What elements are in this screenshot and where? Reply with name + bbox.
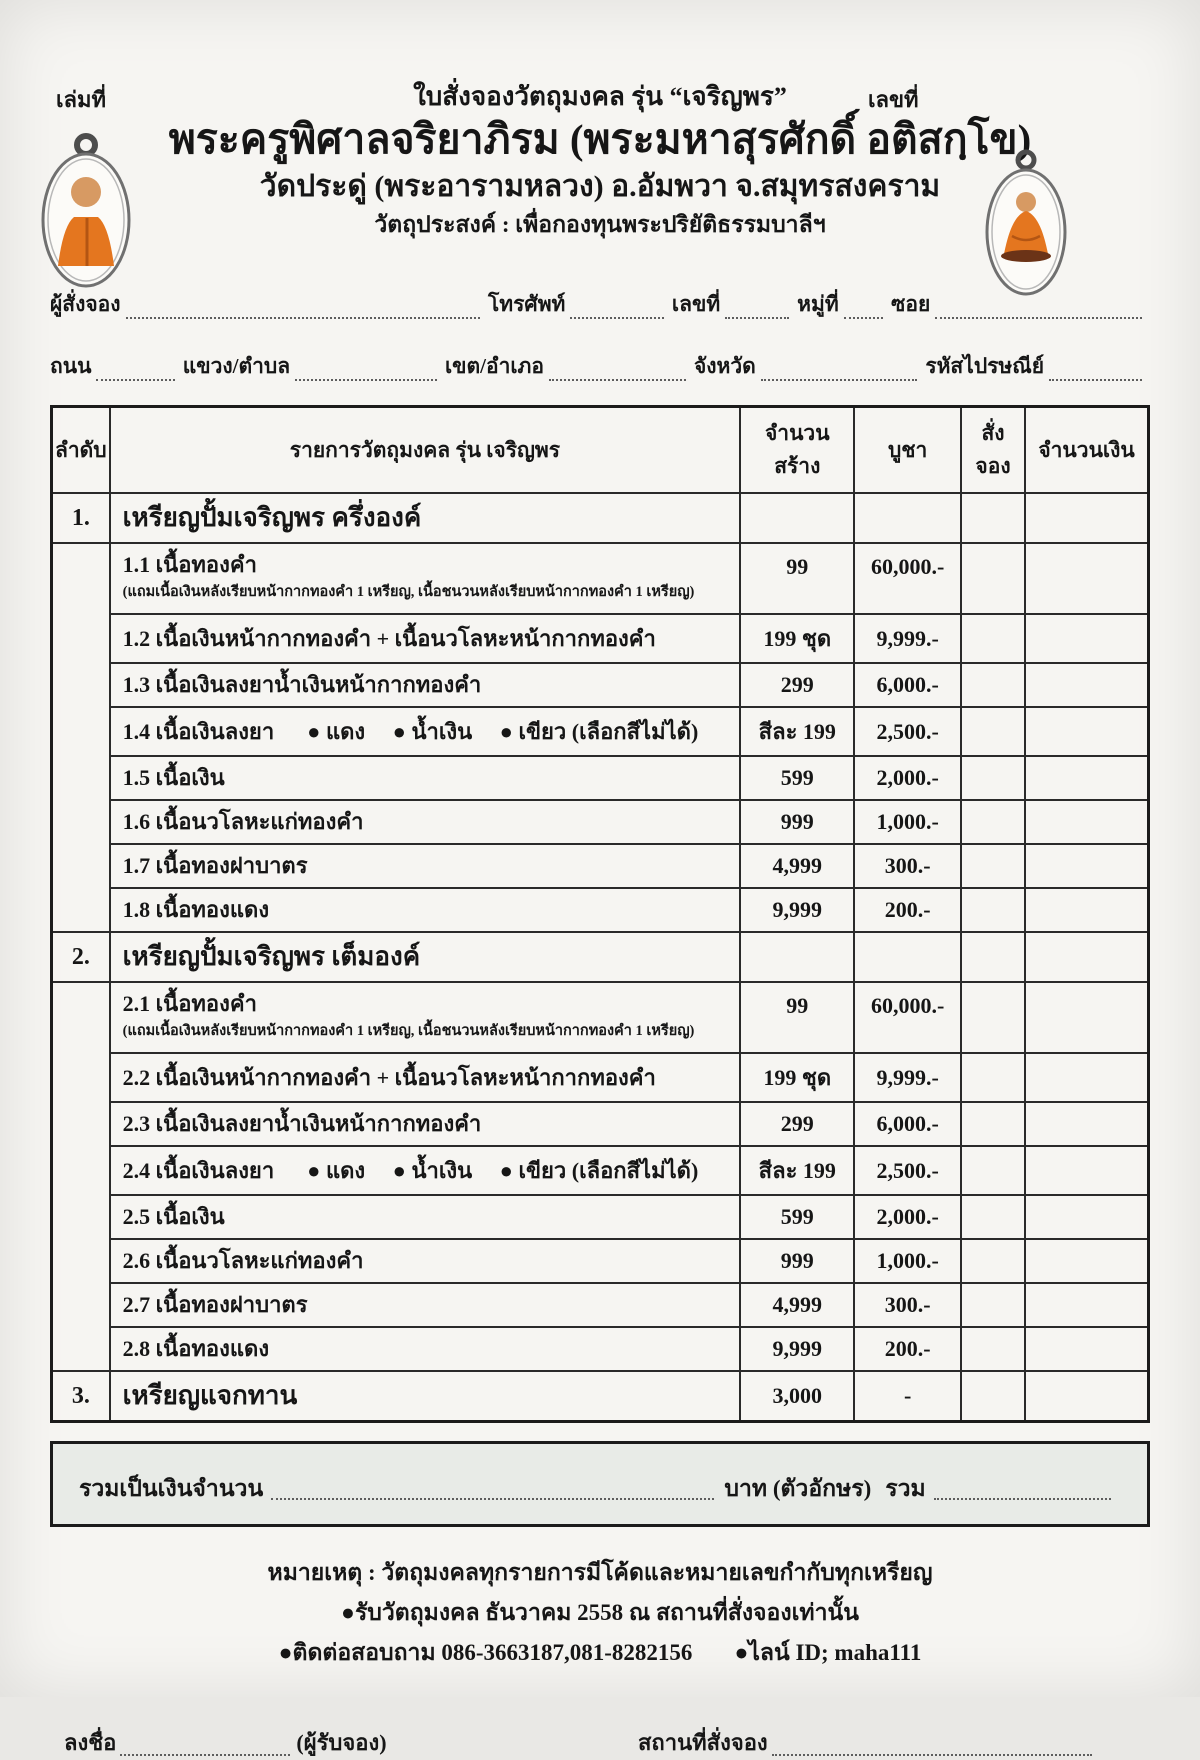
sign-label: ลงชื่อ <box>64 1730 117 1755</box>
monk-bust-icon <box>40 132 132 292</box>
table-item-row <box>52 614 1149 663</box>
total-label: รวมเป็นเงินจำนวน <box>79 1476 264 1501</box>
price-cell: 2,500.- <box>854 1146 961 1195</box>
item-name: 2.5 เนื้อเงิน <box>122 1204 225 1229</box>
qty-made-cell: 299 <box>740 663 854 707</box>
item-name: 2.4 เนื้อเงินลงยา ● แดง ● น้ำเงิน ● เขียว (เลือกสีไม่ได้) <box>122 1157 699 1183</box>
order-qty-cell[interactable] <box>961 1371 1025 1422</box>
price-cell: 6,000.- <box>854 1102 961 1146</box>
table-item-row <box>52 756 1149 800</box>
order-qty-cell[interactable] <box>961 982 1025 1053</box>
table-section-row <box>52 1371 1149 1422</box>
col-header-qty-made: จำนวนสร้าง <box>740 407 854 494</box>
amount-cell[interactable] <box>1025 888 1148 932</box>
qty-made-cell: 599 <box>740 1195 854 1239</box>
qty-made-cell: สีละ 199 <box>740 1146 854 1195</box>
order-qty-cell[interactable] <box>961 707 1025 756</box>
table-item-row <box>52 1195 1149 1239</box>
amount-cell[interactable] <box>1025 1327 1148 1371</box>
fill-in-line[interactable] <box>549 357 686 381</box>
price-cell <box>854 493 961 543</box>
item-bonus-note: (แถมเนื้อเงินหลังเรียบหน้ากากทองคำ 1 เหรียญ, เนื้อชนวนหลังเรียบหน้ากากทองคำ 1 เหรียญ) <box>122 1023 695 1039</box>
item-name-cell <box>110 1327 741 1371</box>
section-index-merged-cell <box>52 982 110 1371</box>
table-item-row <box>52 1146 1149 1195</box>
table-item-row <box>52 707 1149 756</box>
table-item-row <box>52 1053 1149 1102</box>
order-place-label: สถานที่สั่งจอง <box>638 1730 768 1755</box>
order-qty-cell[interactable] <box>961 1053 1025 1102</box>
item-name: 2.3 เนื้อเงินลงยาน้ำเงินหน้ากากทองคำ <box>122 1111 482 1136</box>
amount-cell[interactable] <box>1025 756 1148 800</box>
note-line <box>50 1633 1150 1673</box>
total-amount-text-line[interactable] <box>271 1474 714 1500</box>
price-cell: 9,999.- <box>854 614 961 663</box>
document-number-label: เลขที่ <box>868 87 919 112</box>
order-qty-cell[interactable] <box>961 663 1025 707</box>
fill-in-line[interactable] <box>844 295 883 319</box>
item-name-cell <box>110 1195 741 1239</box>
section-number-cell: 1. <box>52 493 110 543</box>
sum-label: รวม <box>885 1476 926 1501</box>
amount-cell[interactable] <box>1025 1283 1148 1327</box>
item-name: 2.7 เนื้อทองฝาบาตร <box>122 1292 308 1317</box>
item-name-cell <box>110 543 741 614</box>
col-header-index: ลำดับ <box>52 407 110 494</box>
qty-made-cell <box>740 932 854 982</box>
page-title: พระครูพิศาลจริยาภิรม (พระมหาสุรศักดิ์ อติสกฺโข) <box>168 116 1032 162</box>
price-cell: 60,000.- <box>854 543 961 614</box>
table-item-row <box>52 800 1149 844</box>
amulet-right <box>984 148 1068 305</box>
section-title-cell: เหรียญแจกทาน <box>110 1371 741 1422</box>
field-label: ซอย <box>891 292 931 316</box>
price-cell: 60,000.- <box>854 982 961 1053</box>
order-place-line[interactable] <box>772 1732 1092 1756</box>
qty-made-cell: 3,000 <box>740 1371 854 1422</box>
amount-cell[interactable] <box>1025 1195 1148 1239</box>
item-name-cell <box>110 888 741 932</box>
fill-in-line[interactable] <box>1049 357 1142 381</box>
table-item-row <box>52 543 1149 614</box>
amount-cell <box>1025 493 1148 543</box>
amulet-left <box>40 132 132 297</box>
section-title-cell: เหรียญปั้มเจริญพร ครึ่งองค์ <box>110 493 741 543</box>
qty-made-cell: 999 <box>740 800 854 844</box>
price-cell: - <box>854 1371 961 1422</box>
total-box <box>50 1441 1150 1527</box>
amount-cell[interactable] <box>1025 614 1148 663</box>
item-name-cell <box>110 1146 741 1195</box>
amount-cell[interactable] <box>1025 1146 1148 1195</box>
price-cell: 300.- <box>854 844 961 888</box>
amount-cell[interactable] <box>1025 1053 1148 1102</box>
qty-made-cell: 99 <box>740 982 854 1053</box>
qty-made-cell: 99 <box>740 543 854 614</box>
price-cell <box>854 932 961 982</box>
order-table <box>50 405 1150 1423</box>
baht-label: บาท (ตัวอักษร) <box>724 1476 872 1501</box>
item-name: 2.2 เนื้อเงินหน้ากากทองคำ + เนื้อนวโลหะหน้ากากทองคำ <box>122 1064 656 1090</box>
col-header-price: บูชา <box>854 407 961 494</box>
contact-phones: ●ติดต่อสอบถาม 086-3663187,081-8282156 <box>278 1640 693 1665</box>
order-qty-cell <box>961 932 1025 982</box>
item-bonus-note: (แถมเนื้อเงินหลังเรียบหน้ากากทองคำ 1 เหรียญ, เนื้อชนวนหลังเรียบหน้ากากทองคำ 1 เหรียญ) <box>122 584 695 600</box>
purpose-line: วัตถุประสงค์ : เพื่อกองทุนพระปริยัติธรรมบาลีฯ <box>374 212 826 237</box>
item-name: 1.5 เนื้อเงิน <box>122 765 225 790</box>
item-name-cell <box>110 800 741 844</box>
table-item-row <box>52 888 1149 932</box>
field-label: จังหวัด <box>693 354 756 378</box>
price-cell: 200.- <box>854 888 961 932</box>
qty-made-cell: 199 ชุด <box>740 1053 854 1102</box>
order-qty-cell[interactable] <box>961 614 1025 663</box>
table-item-row <box>52 663 1149 707</box>
fill-in-line[interactable] <box>295 357 437 381</box>
field-label: โทรศัพท์ <box>487 292 566 316</box>
amount-cell[interactable] <box>1025 982 1148 1053</box>
item-name-cell <box>110 614 741 663</box>
qty-made-cell: 4,999 <box>740 1283 854 1327</box>
field-label: เลขที่ <box>671 292 721 316</box>
fill-in-line[interactable] <box>570 295 664 319</box>
field-label: รหัสไปรษณีย์ <box>925 354 1045 378</box>
col-header-item: รายการวัตถุมงคล รุ่น เจริญพร <box>110 407 741 494</box>
item-name: 1.4 เนื้อเงินลงยา ● แดง ● น้ำเงิน ● เขียว (เลือกสีไม่ได้) <box>122 718 699 744</box>
order-qty-cell <box>961 493 1025 543</box>
amount-cell[interactable] <box>1025 1102 1148 1146</box>
item-name: 1.2 เนื้อเงินหน้ากากทองคำ + เนื้อนวโลหะหน้ากากทองคำ <box>122 625 656 651</box>
field-label: เขต/อำเภอ <box>444 354 544 378</box>
amount-cell[interactable] <box>1025 800 1148 844</box>
qty-made-cell: 9,999 <box>740 1327 854 1371</box>
amount-cell[interactable] <box>1025 543 1148 614</box>
qty-made-cell: 9,999 <box>740 888 854 932</box>
order-table-body <box>52 493 1149 1422</box>
field-label: ผู้สั่งจอง <box>50 292 121 316</box>
table-header-row <box>52 407 1149 494</box>
table-item-row <box>52 982 1149 1053</box>
section-number-cell: 2. <box>52 932 110 982</box>
price-cell: 2,000.- <box>854 756 961 800</box>
qty-made-cell: 299 <box>740 1102 854 1146</box>
order-qty-cell[interactable] <box>961 1102 1025 1146</box>
table-item-row <box>52 844 1149 888</box>
item-name: 1.7 เนื้อทองฝาบาตร <box>122 853 308 878</box>
table-section-row <box>52 493 1149 543</box>
table-item-row <box>52 1283 1149 1327</box>
price-cell: 2,500.- <box>854 707 961 756</box>
item-name-cell <box>110 1239 741 1283</box>
item-name: 1.1 เนื้อทองคำ <box>122 552 257 577</box>
section-title-cell: เหรียญปั้มเจริญพร เต็มองค์ <box>110 932 741 982</box>
order-qty-cell[interactable] <box>961 1239 1025 1283</box>
table-item-row <box>52 1239 1149 1283</box>
field-label: แขวง/ตำบล <box>182 354 291 378</box>
price-cell: 300.- <box>854 1283 961 1327</box>
volume-number-label: เล่มที่ <box>56 87 107 112</box>
signature-line[interactable] <box>120 1732 290 1756</box>
order-qty-cell[interactable] <box>961 1327 1025 1371</box>
form-title: ใบสั่งจองวัตถุมงคล รุ่น “เจริญพร” <box>413 82 787 111</box>
order-qty-cell[interactable] <box>961 800 1025 844</box>
qty-made-cell: 599 <box>740 756 854 800</box>
order-qty-cell[interactable] <box>961 1283 1025 1327</box>
order-qty-cell[interactable] <box>961 888 1025 932</box>
signature-right <box>638 1725 1098 1760</box>
signature-row <box>50 1725 1150 1759</box>
item-name-cell <box>110 1053 741 1102</box>
qty-made-cell: 199 ชุด <box>740 614 854 663</box>
header-row <box>50 76 1150 112</box>
item-name-cell <box>110 982 741 1053</box>
amount-cell[interactable] <box>1025 707 1148 756</box>
col-header-amount: จำนวนเงิน <box>1025 407 1148 494</box>
order-qty-cell[interactable] <box>961 1195 1025 1239</box>
item-name: 1.3 เนื้อเงินลงยาน้ำเงินหน้ากากทองคำ <box>122 672 482 697</box>
item-name-cell <box>110 1283 741 1327</box>
item-name-cell <box>110 756 741 800</box>
table-section-row <box>52 932 1149 982</box>
temple-line: วัดประดู่ (พระอารามหลวง) อ.อัมพวา จ.สมุทรสงคราม <box>259 170 941 203</box>
price-cell: 9,999.- <box>854 1053 961 1102</box>
signature-left <box>64 1725 387 1760</box>
order-qty-cell[interactable] <box>961 844 1025 888</box>
price-cell: 6,000.- <box>854 663 961 707</box>
item-name: 1.8 เนื้อทองแดง <box>122 897 270 922</box>
qty-made-cell <box>740 493 854 543</box>
table-item-row <box>52 1327 1149 1371</box>
fill-in-line[interactable] <box>126 295 480 319</box>
item-name-cell <box>110 1102 741 1146</box>
section-index-merged-cell <box>52 543 110 932</box>
address-info-row <box>50 350 1150 385</box>
qty-made-cell: 4,999 <box>740 844 854 888</box>
price-cell: 2,000.- <box>854 1195 961 1239</box>
item-name: 2.1 เนื้อทองคำ <box>122 991 257 1016</box>
amount-cell[interactable] <box>1025 1371 1148 1422</box>
amount-cell <box>1025 932 1148 982</box>
line-id: ●ไลน์ ID; maha111 <box>734 1640 922 1665</box>
qty-made-cell: สีละ 199 <box>740 707 854 756</box>
field-label: หมู่ที่ <box>797 292 839 316</box>
fill-in-line[interactable] <box>761 357 918 381</box>
order-qty-cell[interactable] <box>961 543 1025 614</box>
notes-block <box>50 1553 1150 1673</box>
item-name-cell <box>110 663 741 707</box>
price-cell: 200.- <box>854 1327 961 1371</box>
item-name: 2.8 เนื้อทองแดง <box>122 1336 270 1361</box>
seated-monk-icon <box>984 148 1068 300</box>
note-line: หมายเหตุ : วัตถุมงคลทุกรายการมีโค้ดและหมายเลขกำกับทุกเหรียญ <box>267 1560 933 1585</box>
fill-in-line[interactable] <box>725 295 789 319</box>
amount-cell[interactable] <box>1025 663 1148 707</box>
fill-in-line[interactable] <box>96 357 174 381</box>
col-header-order: สั่งจอง <box>961 407 1025 494</box>
item-name: 1.6 เนื้อนวโลหะแก่ทองคำ <box>122 809 364 834</box>
qty-made-cell: 999 <box>740 1239 854 1283</box>
amount-cell[interactable] <box>1025 1239 1148 1283</box>
total-sum-line[interactable] <box>934 1474 1111 1500</box>
item-name-cell <box>110 707 741 756</box>
item-name-cell <box>110 844 741 888</box>
price-cell: 1,000.- <box>854 800 961 844</box>
amount-cell[interactable] <box>1025 844 1148 888</box>
price-cell: 1,000.- <box>854 1239 961 1283</box>
order-qty-cell[interactable] <box>961 1146 1025 1195</box>
note-line: ●รับวัตถุมงคล ธันวาคม 2558 ณ สถานที่สั่งจองเท่านั้น <box>341 1600 859 1625</box>
field-label: ถนน <box>50 354 92 378</box>
item-name: 2.6 เนื้อนวโลหะแก่ทองคำ <box>122 1248 364 1273</box>
section-number-cell: 3. <box>52 1371 110 1422</box>
order-qty-cell[interactable] <box>961 756 1025 800</box>
table-item-row <box>52 1102 1149 1146</box>
sign-suffix: (ผู้รับจอง) <box>296 1730 387 1755</box>
